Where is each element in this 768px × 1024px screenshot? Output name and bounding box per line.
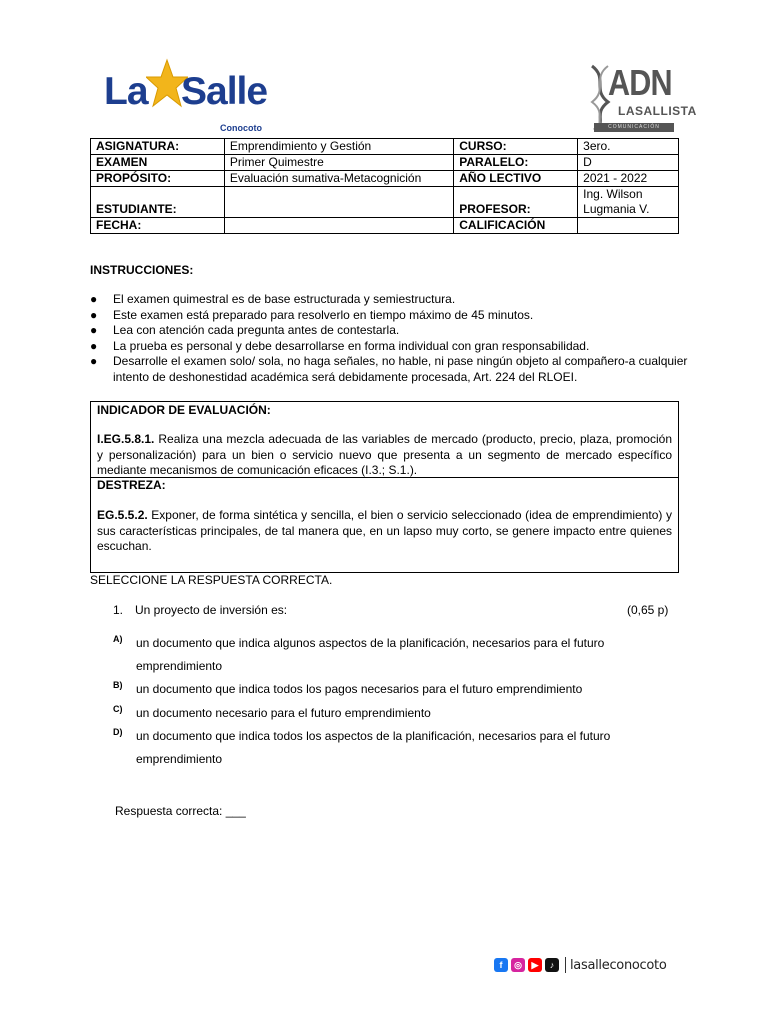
indicator-text: Realiza una mezcla adecuada de las variables de mercado (producto, precio, plaza, promoción y personalización) para un bien o servicio nuevo que presenta a un segmento de mercado específico mediante mecanismos de comunicación eficaces (I.3.; S.1.).	[97, 432, 672, 477]
facebook-icon[interactable]: f	[494, 958, 508, 972]
bullet-icon: ●	[90, 354, 98, 368]
logo-adn-text: ADN	[608, 62, 672, 103]
bullet-icon: ●	[90, 323, 98, 337]
value-paralelo: D	[578, 155, 679, 171]
option-a[interactable]	[113, 632, 653, 678]
instagram-icon[interactable]: ◎	[511, 958, 525, 972]
label-ano-lectivo: AÑO LECTIVO	[454, 171, 578, 187]
skill-paragraph	[97, 508, 672, 555]
answer-field[interactable]: Respuesta correcta: ___	[115, 804, 246, 818]
table-row	[91, 139, 679, 155]
profesor-line-1: Ing. Wilson	[583, 187, 643, 201]
option-text: un documento necesario para el futuro emprendimiento	[136, 706, 431, 720]
option-b[interactable]	[113, 678, 653, 701]
question-points: (0,65 p)	[627, 603, 669, 617]
youtube-icon[interactable]: ▶	[528, 958, 542, 972]
logo-subtitle: Conocoto	[220, 123, 262, 133]
adn-lasallista-logo	[588, 62, 697, 138]
value-curso: 3ero.	[578, 139, 679, 155]
label-proposito: PROPÓSITO:	[91, 171, 225, 187]
value-asignatura: Emprendimiento y Gestión	[224, 139, 453, 155]
instructions-title: INSTRUCCIONES:	[90, 263, 194, 277]
bullet-icon: ●	[90, 292, 98, 306]
value-examen: Primer Quimestre	[224, 155, 453, 171]
bullet-icon: ●	[90, 338, 98, 353]
list-item	[90, 354, 690, 385]
skill-code: EG.5.5.2.	[97, 508, 148, 522]
value-calificacion	[578, 218, 679, 234]
value-fecha[interactable]	[224, 218, 453, 234]
instruction-text: El examen quimestral es de base estructurada y semiestructura.	[113, 292, 456, 306]
question-number: 1.	[113, 603, 124, 617]
social-handle[interactable]: lasalleconocoto	[570, 957, 667, 973]
instruction-text: Lea con atención cada pregunta antes de contestarla.	[113, 323, 400, 337]
skill-text: Exponer, de forma sintética y sencilla, el bien o servicio seleccionado (idea de emprendimiento) y sus características principales, de tal manera que, en un lapso muy corto, se genere impacto entre quienes escuchan.	[97, 508, 672, 553]
value-profesor	[578, 187, 679, 218]
box-divider	[91, 477, 678, 478]
option-text: un documento que indica algunos aspectos de la planificación, necesarios para el futuro emprendimiento	[136, 636, 605, 673]
indicator-title: INDICADOR DE EVALUACIÓN:	[97, 403, 271, 417]
bullet-icon: ●	[90, 307, 98, 322]
evaluation-indicator-box	[90, 401, 679, 573]
label-fecha: FECHA:	[91, 218, 225, 234]
skill-title: DESTREZA:	[97, 478, 166, 492]
profesor-line-2: Lugmania V.	[583, 202, 650, 216]
list-item	[90, 339, 690, 355]
lasalle-logo	[104, 58, 274, 138]
label-curso: CURSO:	[454, 139, 578, 155]
value-estudiante[interactable]	[224, 187, 453, 218]
list-item	[90, 308, 690, 324]
list-item	[90, 323, 690, 339]
instruction-text: Desarrolle el examen solo/ sola, no haga señales, no hable, ni pase ningún objeto al compañero-a cualquier intento de deshonestidad académica será debidamente procesada, Art. 224 del RLOEI.	[113, 354, 688, 384]
label-profesor: PROFESOR:	[454, 187, 578, 218]
list-item	[90, 292, 690, 308]
table-row	[91, 155, 679, 171]
social-footer	[494, 957, 667, 973]
indicator-code: I.EG.5.8.1.	[97, 432, 155, 446]
question-text: Un proyecto de inversión es:	[135, 603, 288, 617]
instruction-text: La prueba es personal y debe desarrollarse en forma individual con gran responsabilidad.	[113, 338, 590, 353]
logo-word-salle: Salle	[181, 70, 268, 113]
label-estudiante: ESTUDIANTE:	[91, 187, 225, 218]
logo-comunicacion-bar: COMUNICACIÓN	[594, 123, 674, 132]
value-ano-lectivo: 2021 - 2022	[578, 171, 679, 187]
option-text: un documento que indica todos los aspectos de la planificación, necesarios para el futuro emprendimiento	[136, 729, 611, 766]
option-letter: B)	[113, 680, 123, 690]
option-text: un documento que indica todos los pagos necesarios para el futuro emprendimiento	[136, 682, 583, 696]
label-calificacion: CALIFICACIÓN	[454, 218, 578, 234]
instruction-text: Este examen está preparado para resolverlo en tiempo máximo de 45 minutos.	[113, 307, 534, 322]
table-row	[91, 187, 679, 218]
tiktok-icon[interactable]: ♪	[545, 958, 559, 972]
option-letter: C)	[113, 704, 123, 714]
indicator-paragraph	[97, 432, 672, 479]
option-letter: A)	[113, 634, 123, 644]
option-d[interactable]	[113, 725, 653, 771]
logo-lasallista-text: LASALLISTA	[618, 104, 697, 118]
label-paralelo: PARALELO:	[454, 155, 578, 171]
logo-word-la: La	[104, 70, 148, 113]
section-title: SELECCIONE LA RESPUESTA CORRECTA.	[90, 573, 333, 587]
label-asignatura: ASIGNATURA:	[91, 139, 225, 155]
table-row	[91, 218, 679, 234]
table-row	[91, 171, 679, 187]
footer-divider	[565, 957, 566, 973]
option-letter: D)	[113, 727, 123, 737]
option-c[interactable]	[113, 702, 653, 725]
instructions-list	[90, 292, 690, 385]
exam-info-table	[90, 138, 679, 234]
question-1	[113, 603, 288, 617]
label-examen: EXAMEN	[91, 155, 225, 171]
value-proposito: Evaluación sumativa-Metacognición	[224, 171, 453, 187]
